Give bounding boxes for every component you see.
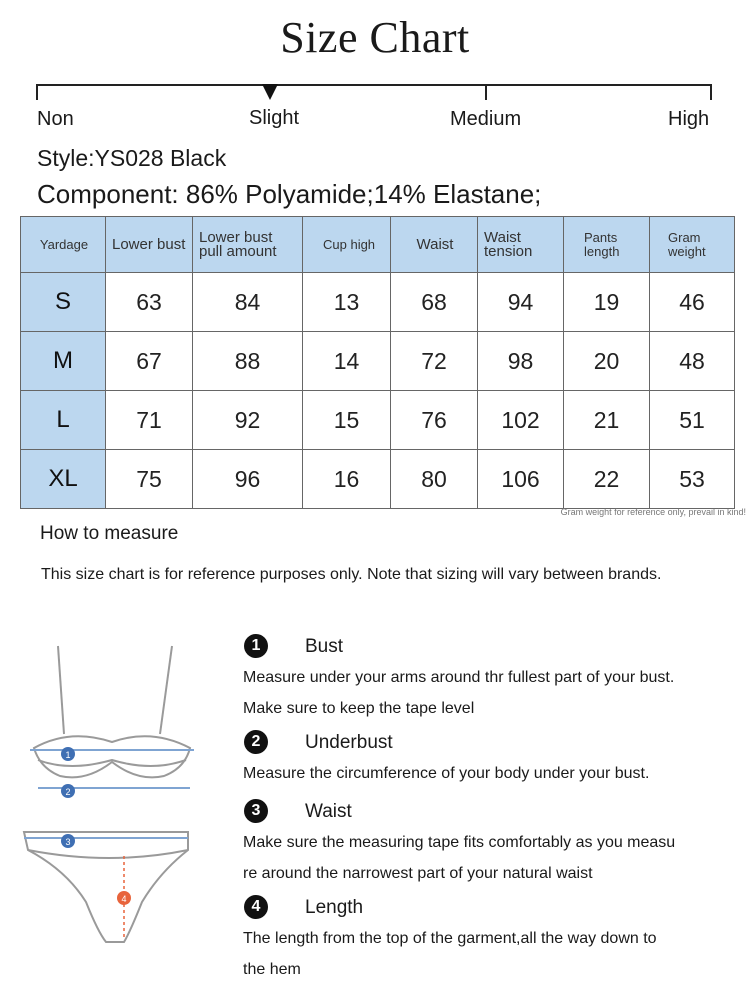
header-cup-high: Cup high: [303, 217, 391, 273]
size-label: S: [21, 273, 106, 332]
table-cell: 76: [391, 391, 478, 450]
left-strap: [58, 646, 64, 734]
table-cell: 102: [478, 391, 564, 450]
size-table: [20, 216, 735, 509]
table-row: [21, 391, 735, 450]
header-pants-length: Pants length: [564, 217, 650, 273]
marker-length-number: 4: [121, 894, 127, 904]
step-title: Underbust: [305, 732, 393, 753]
step-number-badge: 1: [244, 634, 268, 658]
scale-tick-high: [710, 84, 712, 100]
table-row: [21, 273, 735, 332]
step-description: [243, 662, 733, 724]
gram-weight-disclaimer: Gram weight for reference only, prevail in kind!: [560, 507, 746, 517]
size-label: M: [21, 332, 106, 391]
bikini-bottom: [24, 832, 188, 942]
stretch-scale-line: [36, 84, 712, 86]
step-line: Measure under your arms around thr fullest part of your bust.: [243, 669, 675, 686]
table-cell: 71: [106, 391, 193, 450]
table-cell: 94: [478, 273, 564, 332]
header-lower-bust: Lower bust: [106, 217, 193, 273]
header-yardage: Yardage: [21, 217, 106, 273]
table-cell: 68: [391, 273, 478, 332]
step-line: Make sure the measuring tape fits comfortably as you measu: [243, 834, 676, 851]
measure-step-underbust: [243, 730, 733, 789]
how-to-measure-note: This size chart is for reference purposes only. Note that sizing will vary between brands.: [41, 566, 662, 583]
step-number-badge: 3: [244, 799, 268, 823]
table-cell: 75: [106, 450, 193, 509]
component-info: Component: 86% Polyamide;14% Elastane;: [37, 179, 542, 209]
table-cell: 96: [193, 450, 303, 509]
table-cell: 51: [650, 391, 735, 450]
marker-underbust-number: 2: [65, 787, 71, 797]
table-cell: 15: [303, 391, 391, 450]
page-title: Size Chart: [280, 13, 470, 62]
table-cell: 80: [391, 450, 478, 509]
step-line: The length from the top of the garment,all the way down to: [243, 930, 657, 947]
right-strap: [160, 646, 172, 734]
step-line: re around the narrowest part of your natural waist: [243, 865, 593, 882]
table-cell: 14: [303, 332, 391, 391]
measure-step-bust: [243, 634, 733, 724]
swimsuit-diagram: [20, 636, 200, 966]
how-to-measure-heading: How to measure: [40, 523, 179, 544]
scale-tick-non: [36, 84, 38, 100]
table-cell: 16: [303, 450, 391, 509]
header-waist-tension: Waist tension: [478, 217, 564, 273]
header-waist: Waist: [391, 217, 478, 273]
table-cell: 46: [650, 273, 735, 332]
scale-label-high: High: [668, 108, 710, 130]
scale-tick-medium: [485, 84, 487, 100]
step-line: Measure the circumference of your body under your bust.: [243, 765, 650, 782]
step-title: Length: [305, 897, 364, 918]
table-cell: 92: [193, 391, 303, 450]
table-cell: 20: [564, 332, 650, 391]
step-description: [243, 758, 733, 789]
table-cell: 63: [106, 273, 193, 332]
waistband-seam: [28, 850, 188, 858]
table-cell: 21: [564, 391, 650, 450]
size-label: L: [21, 391, 106, 450]
step-line: Make sure to keep the tape level: [243, 700, 475, 717]
table-cell: 106: [478, 450, 564, 509]
table-cell: 67: [106, 332, 193, 391]
scale-label-non: Non: [37, 108, 74, 130]
header-gram-weight: Gram weight: [650, 217, 735, 273]
step-title: Waist: [305, 801, 352, 822]
table-cell: 53: [650, 450, 735, 509]
style-code: Style:YS028 Black: [37, 145, 227, 171]
measure-step-length: [243, 895, 733, 985]
stretch-selected-marker-icon: [262, 84, 278, 100]
scale-label-slight: Slight: [249, 107, 300, 129]
table-row: [21, 332, 735, 391]
table-cell: 98: [478, 332, 564, 391]
marker-waist-number: 3: [65, 837, 71, 847]
table-cell: 22: [564, 450, 650, 509]
header-lower-bust-pull: Lower bust pull amount: [193, 217, 303, 273]
table-header-row: [21, 217, 735, 273]
size-label: XL: [21, 450, 106, 509]
step-line: the hem: [243, 961, 301, 978]
table-cell: 19: [564, 273, 650, 332]
scale-label-medium: Medium: [450, 108, 522, 130]
step-number-badge: 4: [244, 895, 268, 919]
bikini-top: [34, 736, 190, 777]
table-cell: 88: [193, 332, 303, 391]
step-title: Bust: [305, 636, 344, 657]
table-cell: 84: [193, 273, 303, 332]
measure-step-waist: [243, 799, 733, 889]
step-number-badge: 2: [244, 730, 268, 754]
step-description: [243, 827, 733, 889]
table-row: [21, 450, 735, 509]
stretch-scale: [36, 84, 714, 102]
table-cell: 48: [650, 332, 735, 391]
table-cell: 13: [303, 273, 391, 332]
marker-bust-number: 1: [65, 750, 71, 760]
step-description: [243, 923, 733, 985]
table-cell: 72: [391, 332, 478, 391]
